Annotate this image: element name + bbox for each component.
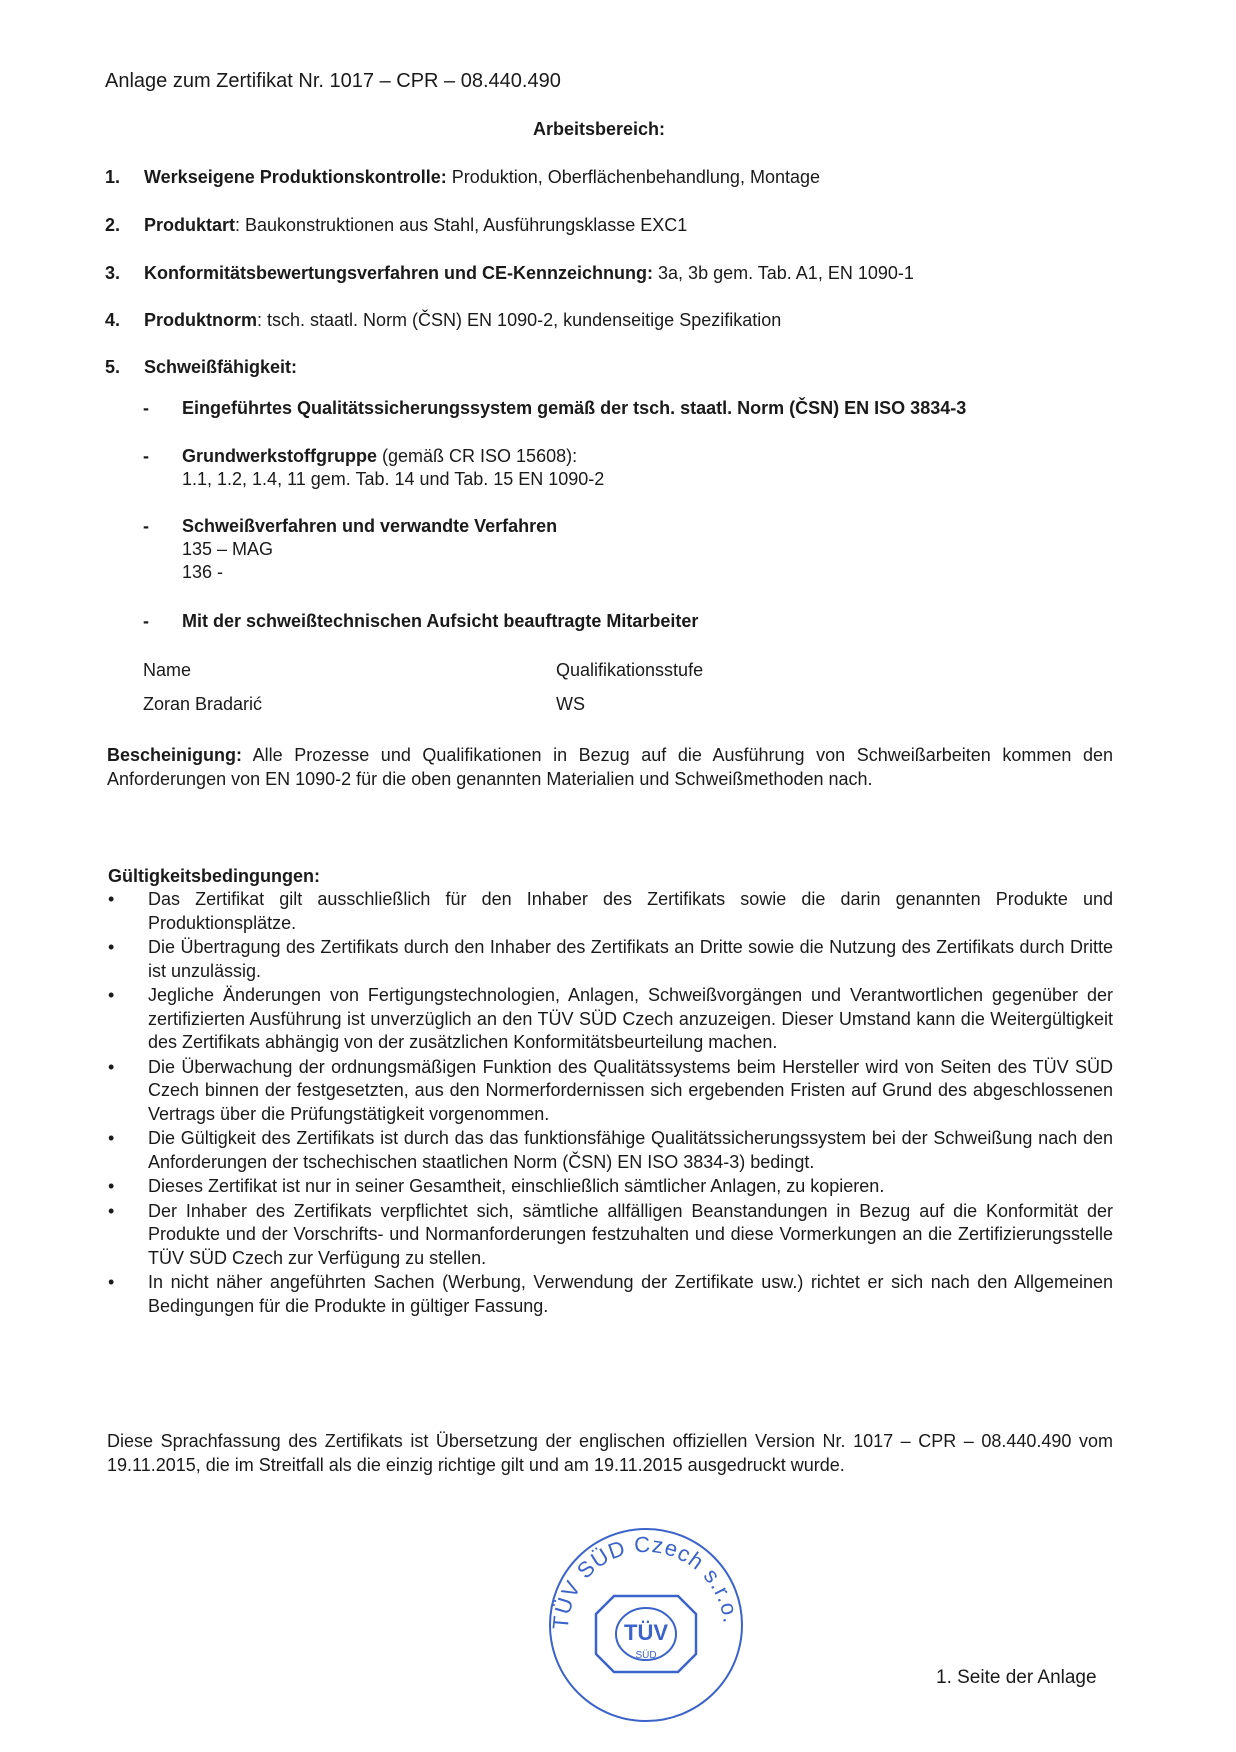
staff-qualification: WS	[556, 694, 585, 714]
staff-table-header	[143, 660, 704, 681]
material-group-entry: - Grundwerkstoffgruppe (gemäß CR ISO 15608): 1.1, 1.2, 1.4, 11 gem. Tab. 14 und Tab. 15 EN 1090-2	[143, 446, 605, 489]
supervisors-label: Mit der schweißtechnischen Aufsicht beauftragte Mitarbeiter	[182, 611, 699, 631]
welding-processes-label: Schweißverfahren und verwandte Verfahren	[182, 516, 558, 536]
bullet-icon: •	[108, 985, 115, 1005]
work-area-heading: Arbeitsbereich:	[533, 119, 666, 139]
stamp-logo-bottom: SÜD	[635, 1650, 657, 1661]
item-label: Werkseigene Produktionskontrolle:	[144, 167, 447, 187]
certification-text: Alle Prozesse und Qualifikationen in Bezug auf die Ausführung von Schweißarbeiten kommen den Anforderungen von EN 1090-2 für die oben genannten Materialien und Schweißmethoden nach.	[107, 745, 1113, 789]
bullet-icon: •	[108, 937, 115, 957]
bullet-icon: •	[108, 889, 115, 909]
item-text: : tsch. staatl. Norm (ČSN) EN 1090-2, kundenseitige Spezifikation	[257, 310, 782, 330]
item-product-type	[105, 215, 1115, 236]
item-text: 3a, 3b gem. Tab. A1, EN 1090-1	[653, 263, 914, 283]
certification-statement	[107, 744, 1113, 791]
list-item: • In nicht näher angeführten Sachen (Werbung, Verwendung der Zertifikate usw.) richtet er sich nach den Allgemeinen Bedingungen für die Produkte in gültiger Fassung.	[108, 1272, 1113, 1316]
annex-title: Anlage zum Zertifikat Nr. 1017 – CPR – 08.440.490	[105, 70, 561, 92]
bullet-icon: •	[108, 1176, 115, 1196]
bullet-icon: •	[108, 1200, 115, 1221]
language-version-note: Diese Sprachfassung des Zertifikats ist Übersetzung der englischen offiziellen Version Nr. 1017 – CPR – 08.440.490 vom 19.11.2015, die im Streitfall als die einzig richtige gilt und am 19.11.2015 ausgedruckt wurde.	[107, 1431, 1113, 1475]
item-product-standard	[105, 310, 1115, 331]
list-item: • Die Übertragung des Zertifikats durch den Inhaber des Zertifikats an Dritte sowie die Nutzung des Zertifikats durch Dritte ist unzulässig.	[108, 937, 1113, 981]
material-group-values: 1.1, 1.2, 1.4, 11 gem. Tab. 14 und Tab. 15 EN 1090-2	[182, 469, 605, 489]
item-conformity-assessment	[105, 263, 1115, 284]
list-item: • Das Zertifikat gilt ausschließlich für den Inhaber des Zertifikats sowie die darin genannten Produkte und Produktionsplätze.	[108, 889, 1113, 933]
item-number: 5.	[105, 357, 121, 377]
stamp-logo-top: TÜV	[624, 1620, 668, 1645]
item-number: 2.	[105, 215, 121, 235]
item-number: 1.	[105, 167, 121, 187]
list-item: • Dieses Zertifikat ist nur in seiner Gesamtheit, einschließlich sämtlicher Anlagen, zu kopieren.	[108, 1175, 1113, 1199]
page-number: 1. Seite der Anlage	[936, 1667, 1097, 1688]
item-text: : Baukonstruktionen aus Stahl, Ausführungsklasse EXC1	[235, 215, 688, 235]
column-header-name: Name	[143, 660, 192, 680]
item-weldability	[105, 357, 1115, 378]
item-factory-production-control	[105, 167, 1115, 188]
list-item: • Der Inhaber des Zertifikats verpflichtet sich, sämtliche allfälligen Beanstandungen in Bezug auf die Konformität der Produkte und der Vorschrifts- und Normanforderungen festzuhalten und diese Vormerkungen an die Zertifizierungsstelle TÜV SÜD Czech zur Verfügung zu stellen.	[108, 1200, 1113, 1268]
bullet-icon: •	[108, 1056, 115, 1077]
validity-conditions-title: Gültigkeitsbedingungen:	[108, 866, 320, 886]
item-number: 3.	[105, 263, 121, 283]
table-row	[143, 694, 585, 715]
welding-processes-entry: - Schweißverfahren und verwandte Verfahren 135 – MAG 136 -	[143, 516, 558, 582]
staff-name: Zoran Bradarić	[143, 694, 263, 714]
list-item: • Die Überwachung der ordnungsmäßigen Funktion des Qualitätssystems beim Hersteller wird von Seiten des TÜV SÜD Czech binnen der festgesetzten, aus den Normerfordernissen sich ergebenden Fristen auf Grund des abgeschlossenen Vertrags über die Prüfungstätigkeit vorgenommen.	[108, 1056, 1113, 1124]
list-item: • Jegliche Änderungen von Fertigungstechnologien, Anlagen, Schweißvorgängen und Verantwortlichen gegenüber der zertifizierten Ausführung ist unverzüglich an den TÜV SÜD Czech anzuzeigen. Dieser Umstand kann die Weitergültigkeit des Zertifikats abhängig von der zusätzlichen Konformitätsbeurteilung machen.	[108, 985, 1113, 1052]
bullet-icon: •	[108, 1128, 115, 1148]
material-group-ref: (gemäß CR ISO 15608):	[377, 446, 578, 466]
item-number: 4.	[105, 310, 121, 330]
stamp-ring-text: TÜV SÜD Czech s.r.o.	[547, 1531, 744, 1631]
certification-label: Bescheinigung:	[107, 745, 243, 765]
welding-process-136: 136 -	[182, 562, 224, 582]
column-header-qualification: Qualifikationsstufe	[556, 660, 704, 680]
material-group-label: Grundwerkstoffgruppe	[182, 446, 378, 466]
tuv-sud-stamp	[540, 1520, 752, 1725]
supervisors-entry: - Mit der schweißtechnischen Aufsicht beauftragte Mitarbeiter	[143, 611, 699, 631]
item-label: Schweißfähigkeit:	[144, 357, 298, 377]
validity-conditions-list	[108, 888, 1113, 1319]
list-item: • Die Gültigkeit des Zertifikats ist durch das das funktionsfähige Qualitätssicherungssystem bei der Schweißung nach den Anforderungen der tschechischen staatlichen Norm (ČSN) EN ISO 3834-3) bedingt.	[108, 1128, 1113, 1172]
item-text: Produktion, Oberflächenbehandlung, Montage	[446, 167, 820, 187]
item-label: Konformitätsbewertungsverfahren und CE-Kennzeichnung:	[144, 263, 654, 283]
qs-system-text: Eingeführtes Qualitätssicherungssystem gemäß der tsch. staatl. Norm (ČSN) EN ISO 3834-3	[182, 398, 967, 418]
qs-system-entry: - Eingeführtes Qualitätssicherungssystem gemäß der tsch. staatl. Norm (ČSN) EN ISO 3834-3	[143, 398, 967, 418]
welding-process-135: 135 – MAG	[182, 539, 274, 559]
bullet-icon: •	[108, 1272, 115, 1292]
item-label: Produktart	[144, 215, 236, 235]
item-label: Produktnorm	[144, 310, 258, 330]
